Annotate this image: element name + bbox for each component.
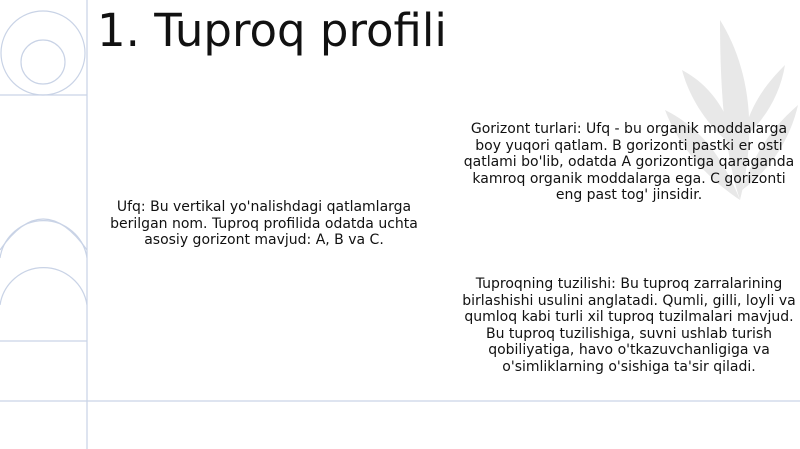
right-bottom-paragraph: Tuproqning tuzilishi: Bu tuproq zarralarining birlashishi usulini anglatadi. Qumli, gilli, loyli va qumloq kabi turli xil tuproq tuzilmalari mavjud. Bu tuproq tuzilishiga, suvni ushlab turish qobiliyatiga, havo o'tkazuvchanligiga va o'simliklarning o'sishiga ta'sir qiladi.	[462, 276, 796, 375]
right-top-paragraph: Gorizont turlari: Ufq - bu organik moddalarga boy yuqori qatlam. B gorizonti pastki er osti qatlami bo'lib, odatda A gorizontiga qaraganda kamroq organik moddalarga ega. C gorizonti eng past tog' jinsidir.	[463, 121, 795, 204]
arch-upper	[0, 219, 87, 250]
arch-top	[0, 268, 87, 305]
outer-circle	[1, 11, 85, 95]
slide-title: 1. Tuproq profili	[97, 4, 447, 57]
left-paragraph: Ufq: Bu vertikal yo'nalishdagi qatlamlarga berilgan nom. Tuproq profilida odatda uchta asosiy gorizont mavjud: A, B va C.	[110, 199, 418, 249]
inner-circle	[21, 40, 65, 84]
